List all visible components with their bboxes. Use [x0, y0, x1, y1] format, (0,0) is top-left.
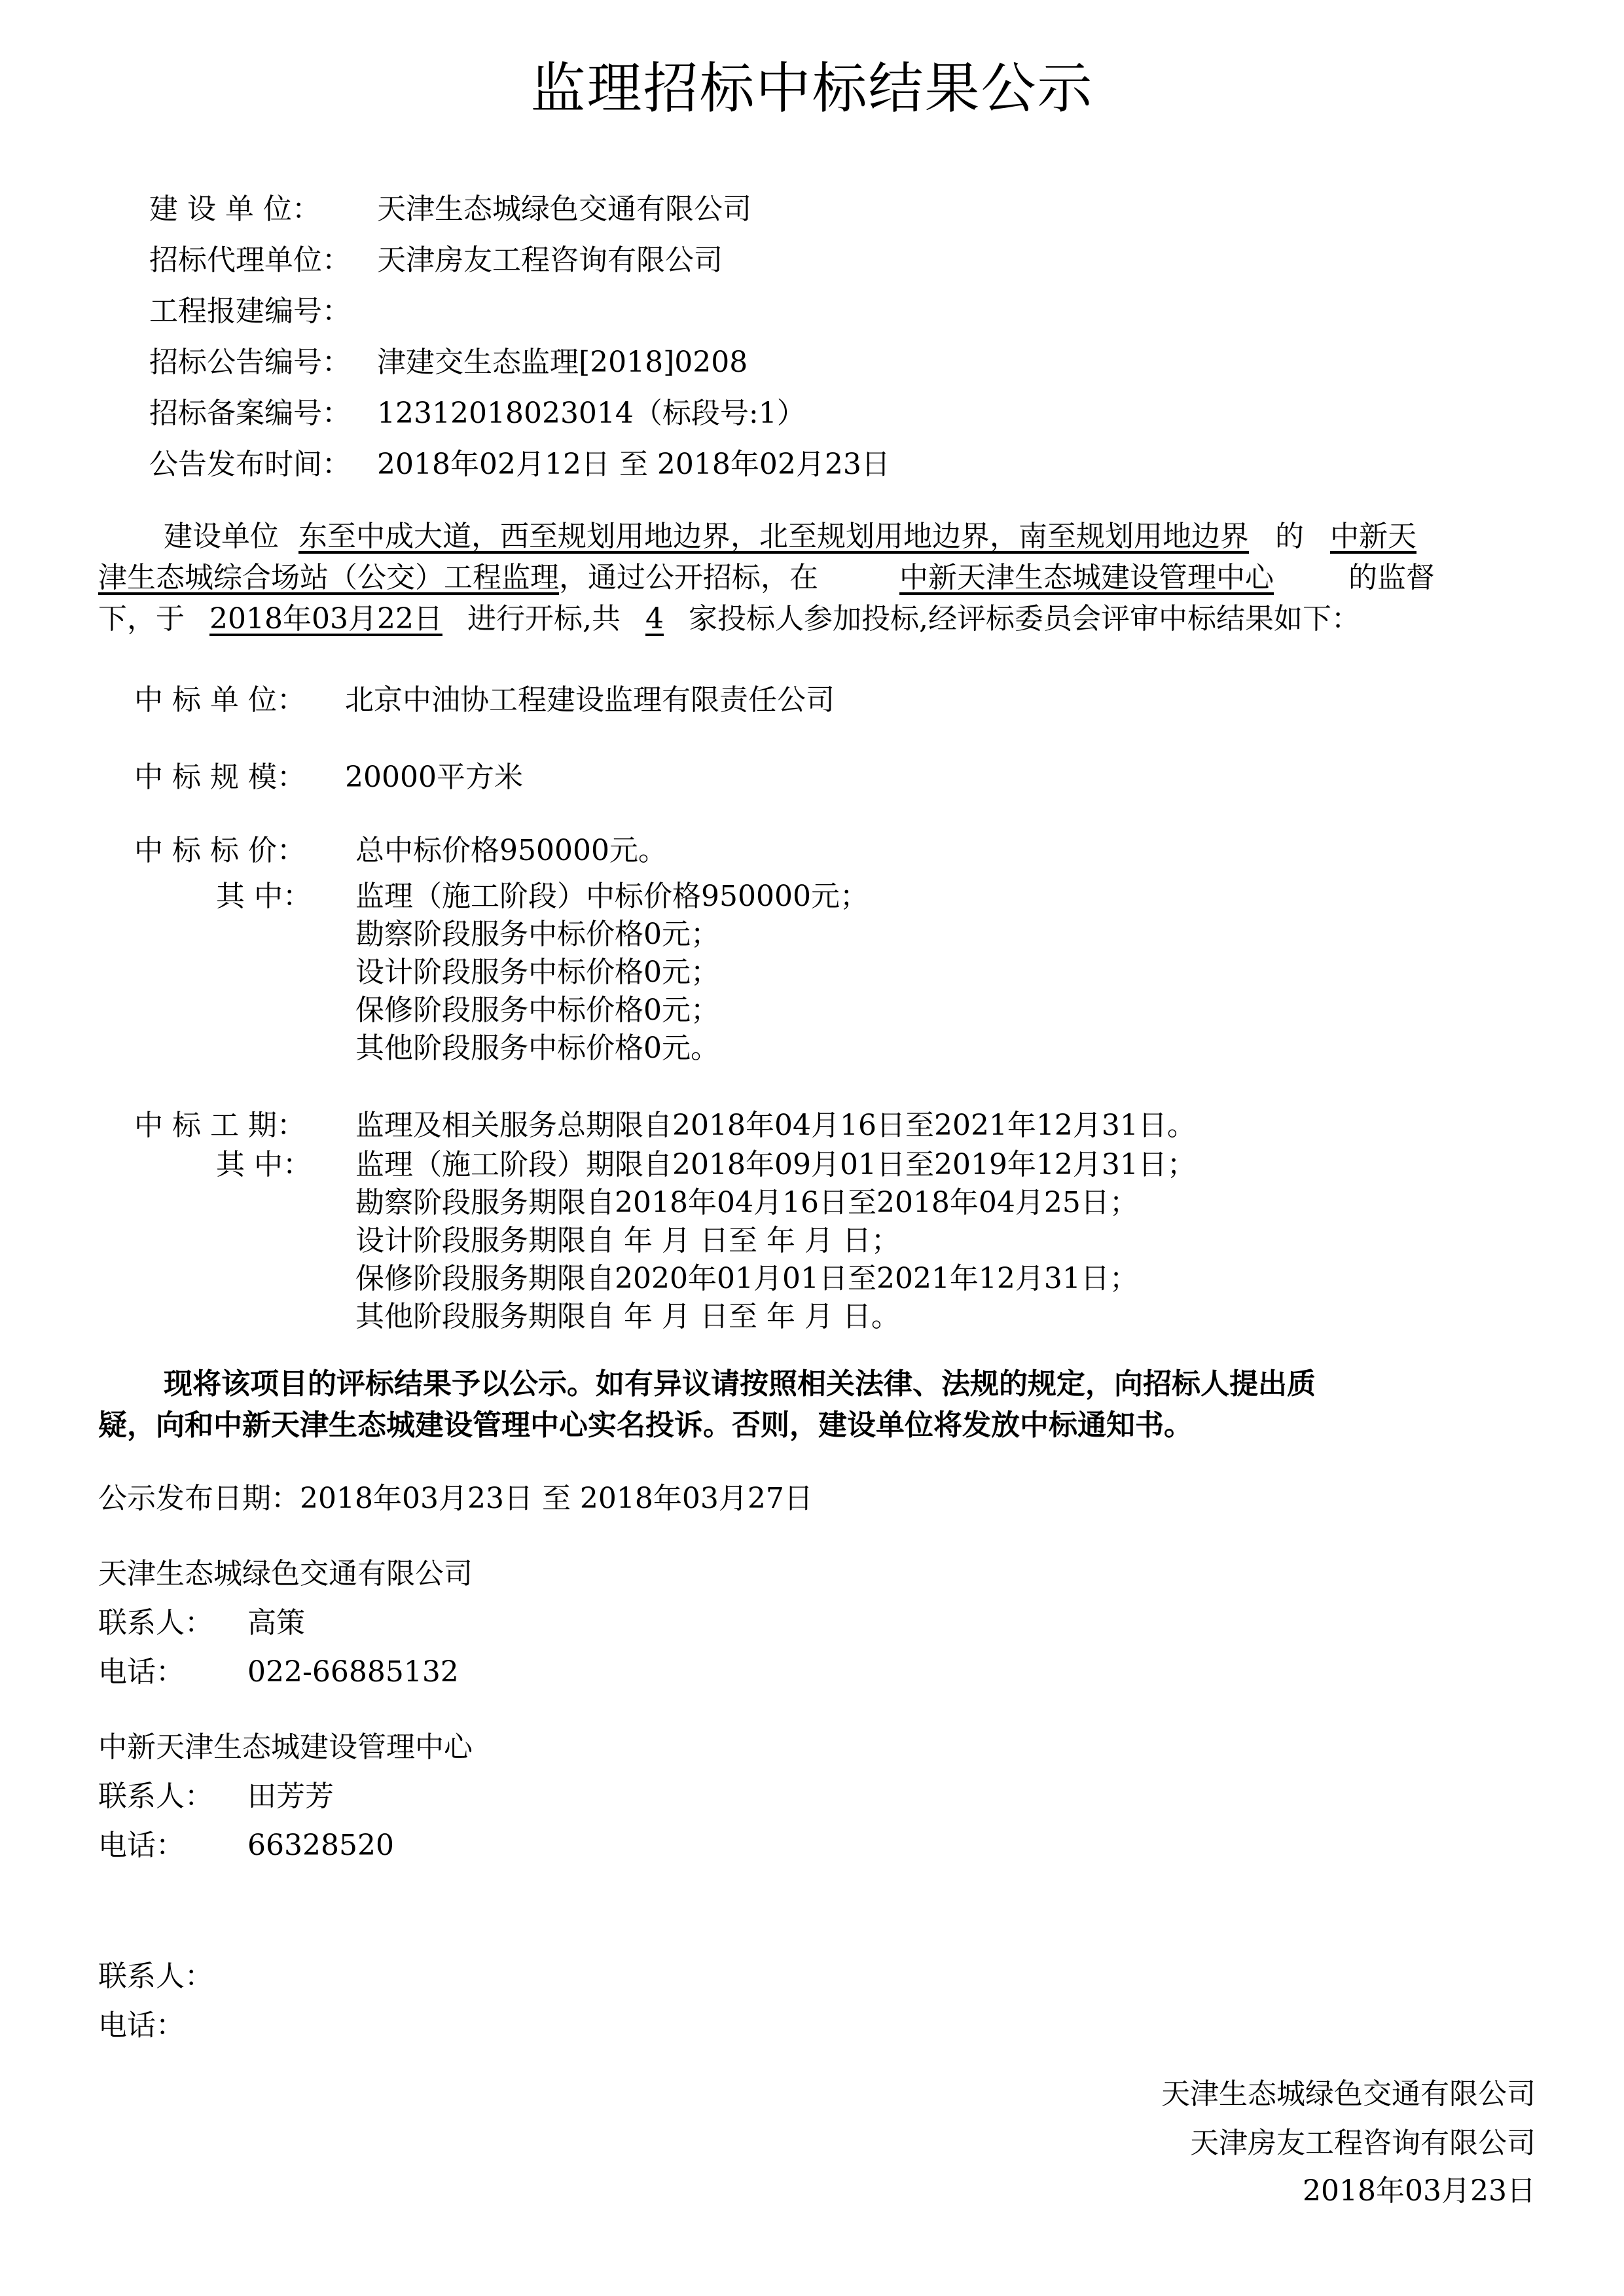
- price-item: 保修阶段服务中标价格0元；: [355, 994, 719, 1027]
- record-no-label: 招标备案编号：: [149, 397, 351, 430]
- contact-person: 高策: [247, 1606, 305, 1640]
- publish-time-label: 公告发布时间：: [149, 448, 351, 481]
- project-name-part-2: 津生态城综合场站（公交）工程监理: [98, 561, 559, 594]
- agent-label: 招标代理单位：: [149, 243, 351, 277]
- intro-text-1: 建设单位: [164, 520, 279, 553]
- signature-org-2: 天津房友工程咨询有限公司: [1190, 2126, 1536, 2160]
- price-total: 总中标价格950000元。: [355, 834, 667, 867]
- price-item: 勘察阶段服务中标价格0元；: [355, 918, 719, 951]
- price-of-which-row: [216, 877, 869, 916]
- scale-row: [134, 758, 523, 797]
- project-no-row: [149, 292, 377, 331]
- contact-org: 天津生态城绿色交通有限公司: [98, 1557, 473, 1590]
- intro-text-3: ，通过公开招标，在: [559, 561, 818, 594]
- contact-person-row: [98, 1957, 247, 1996]
- intro-line-2: [98, 558, 1435, 598]
- period-label: 中 标 工 期：: [134, 1109, 306, 1142]
- intro-text-5: 下，于: [98, 602, 185, 636]
- contact-person-label: 联系人：: [98, 1606, 213, 1640]
- intro-text-7: 家投标人参加投标,经评标委员会评审中标结果如下：: [688, 602, 1360, 636]
- record-no-value: 12312018023014（标段号:1）: [377, 397, 806, 430]
- scale-value: 20000平方米: [345, 761, 523, 794]
- notice-line-1: 现将该项目的评标结果予以公示。如有异议请按照相关法律、法规的规定，向招标人提出质: [164, 1367, 1316, 1401]
- price-item: 监理（施工阶段）中标价格950000元；: [355, 880, 869, 913]
- agent-value: 天津房友工程咨询有限公司: [377, 243, 723, 277]
- notice-no-label: 招标公告编号：: [149, 346, 351, 379]
- contact-person-label: 联系人：: [98, 1780, 213, 1813]
- open-date: 2018年03月22日: [209, 602, 442, 636]
- price-row: [134, 831, 667, 870]
- builder-value: 天津生态城绿色交通有限公司: [377, 192, 751, 226]
- signature-org-1: 天津生态城绿色交通有限公司: [1161, 2077, 1536, 2111]
- builder-row: [149, 190, 751, 229]
- supervisor-org: 中新天津生态城建设管理中心: [899, 561, 1274, 594]
- project-no-label: 工程报建编号：: [149, 295, 351, 328]
- intro-line-1: [164, 517, 1416, 556]
- period-item: 设计阶段服务期限自 年 月 日至 年 月 日；: [355, 1224, 900, 1257]
- period-total: 监理及相关服务总期限自2018年04月16日至2021年12月31日。: [355, 1109, 1196, 1142]
- price-item: 设计阶段服务中标价格0元；: [355, 956, 719, 989]
- notice-no-row: [149, 343, 748, 382]
- period-of-which-label: 其 中：: [216, 1148, 312, 1181]
- period-of-which-row: [216, 1145, 1196, 1185]
- scale-label: 中 标 规 模：: [134, 761, 306, 794]
- contact-phone-row: [98, 1826, 394, 1865]
- winner-row: [134, 681, 835, 720]
- agent-row: [149, 241, 723, 280]
- winner-value: 北京中油协工程建设监理有限责任公司: [345, 683, 835, 717]
- period-row: [134, 1106, 1196, 1145]
- contact-person-label: 联系人：: [98, 1960, 213, 1993]
- publish-time-row: [149, 445, 890, 484]
- period-item: 其他阶段服务期限自 年 月 日至 年 月 日。: [355, 1300, 900, 1333]
- contact-phone-row: [98, 1653, 459, 1692]
- intro-text-4: 的监督: [1348, 561, 1435, 594]
- intro-line-3: [98, 600, 1360, 639]
- contact-phone-label: 电话：: [98, 1829, 185, 1862]
- builder-label: 建 设 单 位：: [149, 192, 321, 226]
- intro-text-6: 进行开标,共: [467, 602, 621, 636]
- contact-phone: 66328520: [247, 1829, 394, 1862]
- contact-phone-label: 电话：: [98, 2009, 185, 2042]
- contact-org: 中新天津生态城建设管理中心: [98, 1731, 473, 1764]
- record-no-row: [149, 394, 806, 433]
- contact-person-row: [98, 1777, 334, 1816]
- bidder-count: 4: [645, 602, 664, 636]
- notice-no-value: 津建交生态监理[2018]0208: [377, 346, 748, 379]
- project-location: 东至中成大道，西至规划用地边界，北至规划用地边界，南至规划用地边界: [298, 520, 1249, 553]
- publicity-date: 公示发布日期：2018年03月23日 至 2018年03月27日: [98, 1482, 813, 1515]
- intro-text-2: 的: [1275, 520, 1304, 553]
- price-of-which-label: 其 中：: [216, 880, 312, 913]
- contact-phone-label: 电话：: [98, 1655, 185, 1689]
- page-title: 监理招标中标结果公示: [530, 56, 1094, 120]
- contact-phone-row: [98, 2006, 247, 2045]
- notice-line-2: 疑，向和中新天津生态城建设管理中心实名投诉。否则，建设单位将发放中标通知书。: [98, 1408, 1193, 1442]
- publish-time-value: 2018年02月12日 至 2018年02月23日: [377, 448, 890, 481]
- contact-person-row: [98, 1604, 305, 1643]
- signature-date: 2018年03月23日: [1303, 2174, 1536, 2208]
- project-name-part-1: 中新天: [1330, 520, 1416, 553]
- winner-label: 中 标 单 位：: [134, 683, 306, 717]
- contact-person: 田芳芳: [247, 1780, 334, 1813]
- price-label: 中 标 标 价：: [134, 834, 306, 867]
- period-item: 保修阶段服务期限自2020年01月01日至2021年12月31日；: [355, 1262, 1138, 1295]
- price-item: 其他阶段服务中标价格0元。: [355, 1031, 719, 1065]
- contact-phone: 022-66885132: [247, 1655, 459, 1689]
- period-item: 监理（施工阶段）期限自2018年09月01日至2019年12月31日；: [355, 1148, 1196, 1181]
- period-item: 勘察阶段服务期限自2018年04月16日至2018年04月25日；: [355, 1186, 1138, 1219]
